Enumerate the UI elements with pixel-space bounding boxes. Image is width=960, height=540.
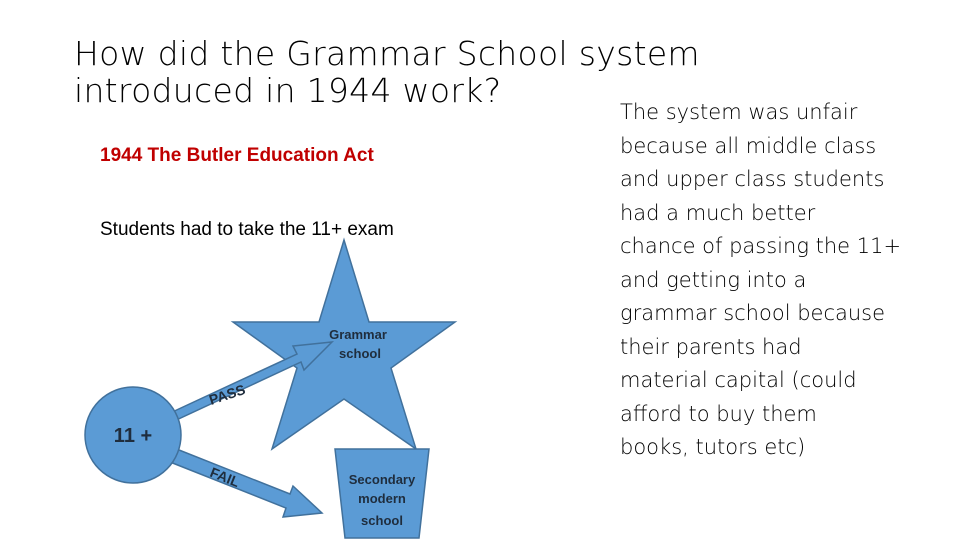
star-label-line-2: school xyxy=(339,346,381,361)
grammar-school-star xyxy=(233,240,455,449)
box-label-line-1: Secondary xyxy=(348,472,416,487)
exam-note: Students had to take the 11+ exam xyxy=(100,219,394,240)
eleven-plus-label: 11 + xyxy=(113,425,153,447)
explanation-text: The system was unfair because all middle class and upper class students had a much better chance of passing the 11+ and getting into a grammar school because their parents had material capital (could afford to buy them books, tutors etc) xyxy=(620,100,902,459)
fail-arrow xyxy=(170,448,322,517)
pass-label: PASS xyxy=(206,381,248,408)
star-label-line-1: Grammar xyxy=(329,327,387,342)
title-line-2: introduced in 1944 work? xyxy=(74,70,502,110)
fail-label: FAIL xyxy=(207,463,243,491)
act-heading: 1944 The Butler Education Act xyxy=(100,145,374,166)
box-label-line-2: modern xyxy=(358,491,406,506)
box-label-line-3: school xyxy=(361,513,403,528)
title-line-1: How did the Grammar School system xyxy=(74,34,700,73)
